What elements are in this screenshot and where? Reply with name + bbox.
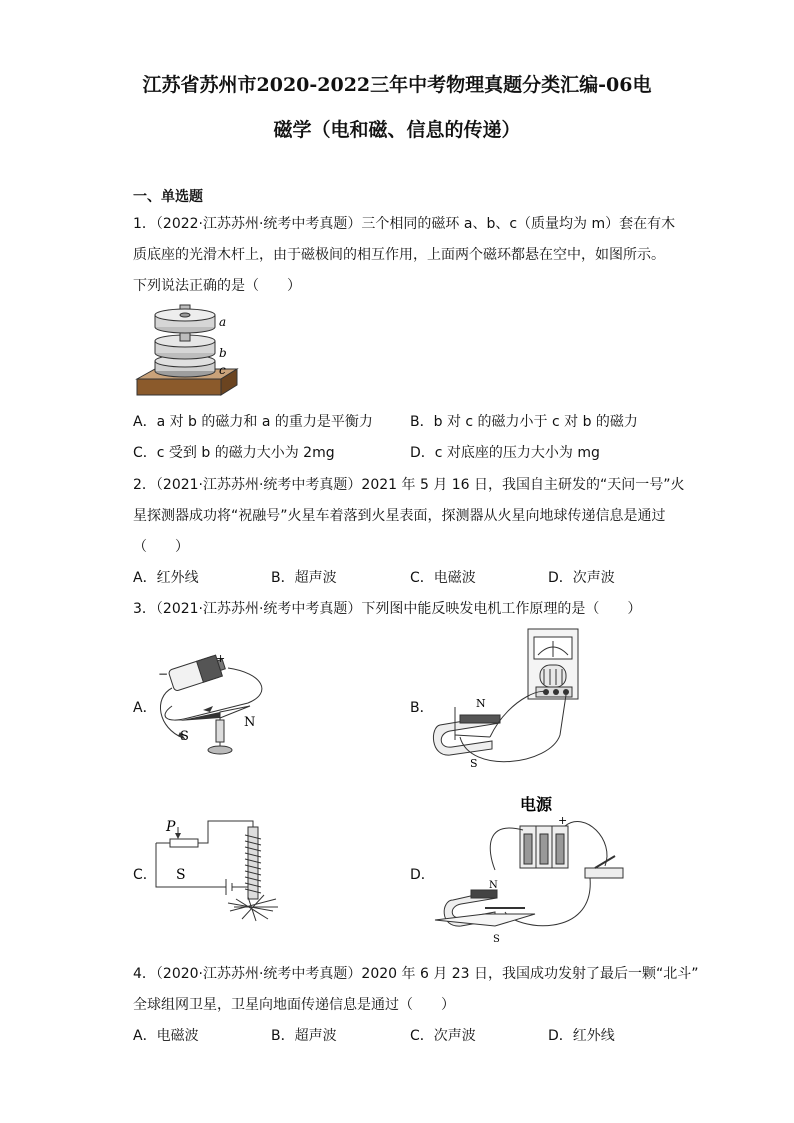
q3-option-a[interactable]: A． [133, 700, 157, 716]
q3-option-b[interactable]: B． [410, 700, 434, 716]
magnet-s-label: S [470, 757, 478, 770]
q1-line2: 质底座的光滑木杆上，由于磁极间的相互作用，上面两个磁环都悬在空中，如图所示。 [133, 247, 665, 263]
q3-figure-a-oersted [148, 648, 278, 763]
q4-option-b[interactable]: B．超声波 [271, 1028, 337, 1044]
document-title-line1: 江苏省苏州市2020-2022三年中考物理真题分类汇编-06电 [142, 74, 652, 96]
q2-option-c[interactable]: C．电磁波 [410, 570, 476, 586]
q1-option-a[interactable]: A．a 对 b 的磁力和 a 的重力是平衡力 [133, 414, 373, 430]
ring-label-a: a [219, 315, 227, 329]
q2-line1: 2．（2021·江苏苏州·统考中考真题）2021 年 5 月 16 日，我国自主研发的“天问一号”火 [133, 477, 685, 493]
needle-s-label: S [180, 729, 189, 744]
battery-plus-label: + [216, 652, 226, 665]
q4-option-a[interactable]: A．电磁波 [133, 1028, 199, 1044]
q1-line1: 1．（2022·江苏苏州·统考中考真题）三个相同的磁环 a、b、c（质量均为 m）套在有木 [133, 216, 676, 232]
power-plus-label: + [558, 814, 568, 827]
document-title-line2: 磁学（电和磁、信息的传递） [273, 119, 521, 141]
q1-option-c[interactable]: C．c 受到 b 的磁力大小为 2mg [133, 445, 335, 461]
q1-line3: 下列说法正确的是（ ） [133, 278, 301, 294]
needle-n-label: N [244, 715, 256, 730]
q2-option-a[interactable]: A．红外线 [133, 570, 199, 586]
q1-option-b[interactable]: B．b 对 c 的磁力小于 c 对 b 的磁力 [410, 414, 638, 430]
q3-option-d[interactable]: D． [410, 867, 435, 883]
q2-option-b[interactable]: B．超声波 [271, 570, 337, 586]
q3-option-c[interactable]: C． [133, 867, 157, 883]
magnet-d-n-label: N [489, 880, 498, 891]
ring-label-b: b [219, 346, 227, 360]
switch-s-label: S [176, 867, 186, 883]
q4-line1: 4．（2020·江苏苏州·统考中考真题）2020 年 6 月 23 日，我国成功发射了最后一颗“北斗” [133, 966, 699, 982]
q1-magnet-rings-figure [133, 303, 243, 403]
magnet-d-s-label: S [493, 934, 500, 945]
rheostat-p-label: P [166, 819, 176, 835]
q3-figure-b-generator [430, 625, 590, 775]
q2-line2: 星探测器成功将“祝融号”火星车着落到火星表面，探测器从火星向地球传递信息是通过 [133, 508, 666, 524]
ring-label-c: c [219, 363, 226, 377]
q1-option-d[interactable]: D．c 对底座的压力大小为 mg [410, 445, 600, 461]
q2-option-d[interactable]: D．次声波 [548, 570, 615, 586]
battery-minus-label: − [158, 667, 169, 681]
q3-line1: 3．（2021·江苏苏州·统考中考真题）下列图中能反映发电机工作原理的是（ ） [133, 601, 642, 617]
q4-option-c[interactable]: C．次声波 [410, 1028, 476, 1044]
magnet-n-label: N [476, 697, 486, 710]
q3-figure-c-electromagnet [148, 815, 288, 925]
section-heading: 一、单选题 [133, 189, 203, 205]
q4-option-d[interactable]: D．红外线 [548, 1028, 615, 1044]
q4-line2: 全球组网卫星，卫星向地面传递信息是通过（ ） [133, 997, 455, 1013]
power-source-label: 电源 [520, 795, 553, 814]
q3-figure-d-motor [425, 790, 635, 950]
q2-line3: （ ） [133, 539, 189, 555]
